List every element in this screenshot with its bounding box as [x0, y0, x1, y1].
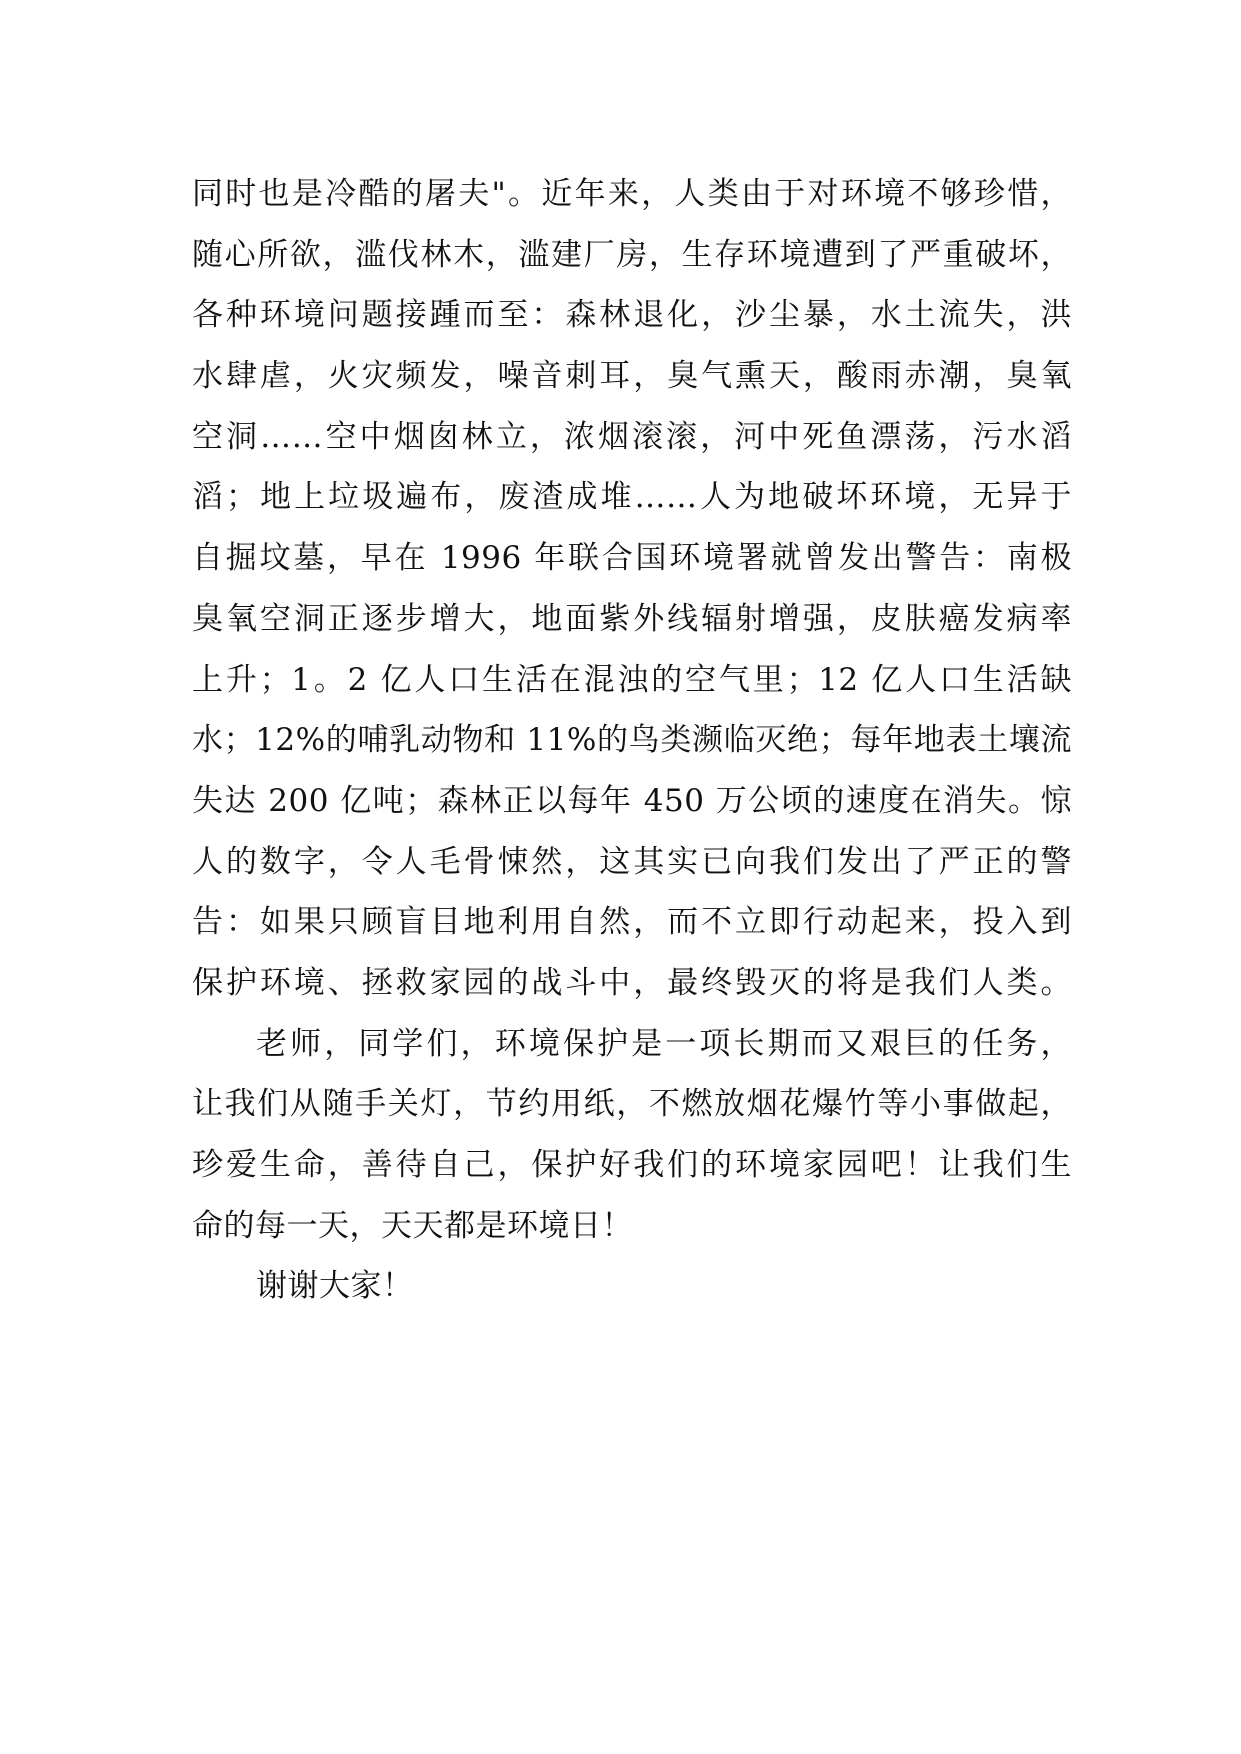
text-line: 各种环境问题接踵而至：森林退化，沙尘暴，水土流失，洪: [192, 297, 1072, 334]
text-line: 随心所欲，滥伐林木，滥建厂房，生存环境遭到了严重破坏，: [192, 236, 1072, 273]
text-line: 命的每一天，天天都是环境日！: [192, 1207, 633, 1244]
paragraph-2: [192, 1014, 1072, 1257]
text-line: 老师，同学们，环境保护是一项长期而又艰巨的任务，: [256, 1025, 1072, 1062]
text-line: 珍爱生命，善待自己，保护好我们的环境家园吧！让我们生: [192, 1147, 1072, 1183]
text-line: 自掘坟墓，早在 1996 年联合国环境署就曾发出警告：南极: [192, 540, 1072, 577]
text-line: 空洞……空中烟囱林立，浓烟滚滚，河中死鱼漂荡，污水滔: [192, 418, 1072, 455]
speech-text: [192, 164, 1072, 1317]
text-line: 让我们从随手关灯，节约用纸，不燃放烟花爆竹等小事做起，: [192, 1086, 1072, 1123]
closing-line: 谢谢大家！: [256, 1268, 414, 1305]
text-line: 失达 200 亿吨；森林正以每年 450 万公顷的速度在消失。惊: [192, 782, 1072, 819]
text-line: 告：如果只顾盲目地利用自然，而不立即行动起来，投入到: [192, 904, 1072, 941]
text-line: 人的数字，令人毛骨悚然，这其实已向我们发出了严正的警: [192, 843, 1072, 880]
text-line: 同时也是冷酷的屠夫"。近年来，人类由于对环境不够珍惜，: [192, 176, 1072, 212]
text-line: 臭氧空洞正逐步增大，地面紫外线辐射增强，皮肤癌发病率: [192, 600, 1072, 637]
text-line: 水；12%的哺乳动物和 11%的鸟类濒临灭绝；每年地表土壤流: [192, 722, 1072, 759]
text-line: 保护环境、拯救家园的战斗中，最终毁灭的将是我们人类。: [192, 964, 1072, 1001]
text-line: 水肆虐，火灾频发，噪音刺耳，臭气熏天，酸雨赤潮，臭氧: [192, 358, 1072, 395]
text-line: 滔；地上垃圾遍布，废渣成堆……人为地破坏环境，无异于: [192, 479, 1072, 516]
text-line: 上升；1。2 亿人口生活在混浊的空气里；12 亿人口生活缺: [192, 661, 1072, 698]
paragraph-1: [192, 164, 1072, 1014]
